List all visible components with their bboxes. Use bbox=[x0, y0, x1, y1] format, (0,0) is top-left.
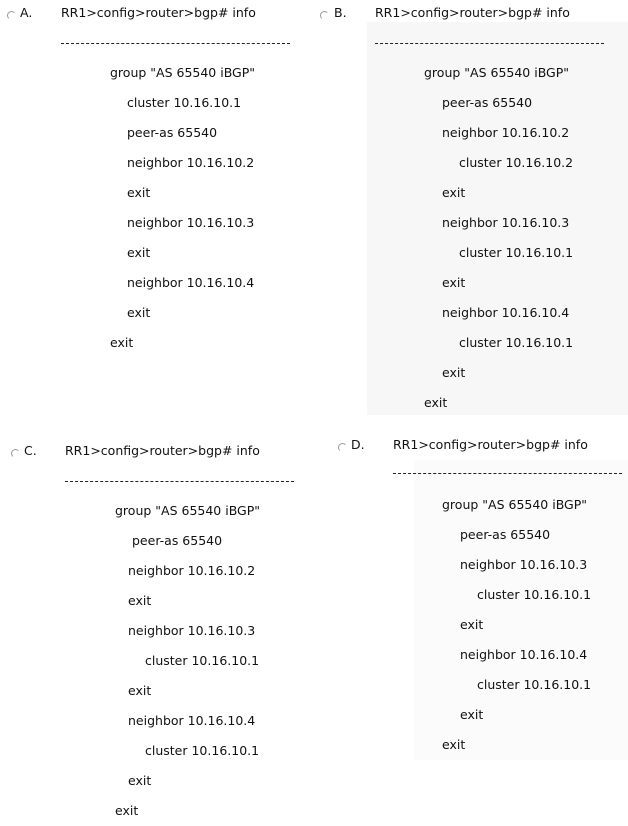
option-b-line-2: peer-as 65540 bbox=[442, 95, 533, 110]
option-d-line-8: exit bbox=[460, 707, 484, 722]
option-d-line-7: cluster 10.16.10.1 bbox=[477, 677, 592, 692]
option-c-line-2: peer-as 65540 bbox=[132, 533, 223, 548]
option-a-line-2: cluster 10.16.10.1 bbox=[127, 95, 242, 110]
option-a-line-8: neighbor 10.16.10.4 bbox=[127, 275, 255, 290]
option-d-line-2: peer-as 65540 bbox=[460, 527, 551, 542]
option-c-line-10: exit bbox=[128, 773, 152, 788]
option-c-line-6: cluster 10.16.10.1 bbox=[145, 653, 260, 668]
option-b-line-1: group "AS 65540 iBGP" bbox=[424, 65, 570, 80]
option-d-separator bbox=[393, 473, 622, 474]
option-b-line-6: neighbor 10.16.10.3 bbox=[442, 215, 570, 230]
option-d-letter: D. bbox=[351, 437, 365, 452]
option-b-line-3: neighbor 10.16.10.2 bbox=[442, 125, 570, 140]
option-b-line-10: cluster 10.16.10.1 bbox=[459, 335, 574, 350]
option-d-prompt: RR1>config>router>bgp# info bbox=[393, 437, 588, 452]
option-a-line-7: exit bbox=[127, 245, 151, 260]
option-b-line-5: exit bbox=[442, 185, 466, 200]
option-c-prompt: RR1>config>router>bgp# info bbox=[65, 443, 260, 458]
option-d-line-5: exit bbox=[460, 617, 484, 632]
option-c-line-4: exit bbox=[128, 593, 152, 608]
option-d-radio-button[interactable] bbox=[338, 443, 347, 452]
option-b-line-8: exit bbox=[442, 275, 466, 290]
option-d-line-6: neighbor 10.16.10.4 bbox=[460, 647, 588, 662]
option-c-line-11: exit bbox=[115, 803, 139, 818]
option-b-line-4: cluster 10.16.10.2 bbox=[459, 155, 574, 170]
option-d-line-3: neighbor 10.16.10.3 bbox=[460, 557, 588, 572]
option-d-line-9: exit bbox=[442, 737, 466, 752]
option-d-line-1: group "AS 65540 iBGP" bbox=[442, 497, 588, 512]
option-b-line-9: neighbor 10.16.10.4 bbox=[442, 305, 570, 320]
option-b-letter: B. bbox=[334, 5, 347, 20]
option-a-letter: A. bbox=[20, 5, 33, 20]
option-c-line-1: group "AS 65540 iBGP" bbox=[115, 503, 261, 518]
option-a-line-5: exit bbox=[127, 185, 151, 200]
option-b-prompt: RR1>config>router>bgp# info bbox=[375, 5, 570, 20]
option-c-line-8: neighbor 10.16.10.4 bbox=[128, 713, 256, 728]
option-a-line-4: neighbor 10.16.10.2 bbox=[127, 155, 255, 170]
option-a-line-9: exit bbox=[127, 305, 151, 320]
option-b-line-12: exit bbox=[424, 395, 448, 410]
option-b-line-11: exit bbox=[442, 365, 466, 380]
option-c-letter: C. bbox=[24, 443, 37, 458]
option-a-line-10: exit bbox=[110, 335, 134, 350]
option-c-line-3: neighbor 10.16.10.2 bbox=[128, 563, 256, 578]
option-a-line-1: group "AS 65540 iBGP" bbox=[110, 65, 256, 80]
option-a-prompt: RR1>config>router>bgp# info bbox=[61, 5, 256, 20]
option-a-line-3: peer-as 65540 bbox=[127, 125, 218, 140]
option-a-line-6: neighbor 10.16.10.3 bbox=[127, 215, 255, 230]
option-c-line-9: cluster 10.16.10.1 bbox=[145, 743, 260, 758]
option-b-line-7: cluster 10.16.10.1 bbox=[459, 245, 574, 260]
option-c-line-5: neighbor 10.16.10.3 bbox=[128, 623, 256, 638]
option-c-line-7: exit bbox=[128, 683, 152, 698]
option-d-line-4: cluster 10.16.10.1 bbox=[477, 587, 592, 602]
